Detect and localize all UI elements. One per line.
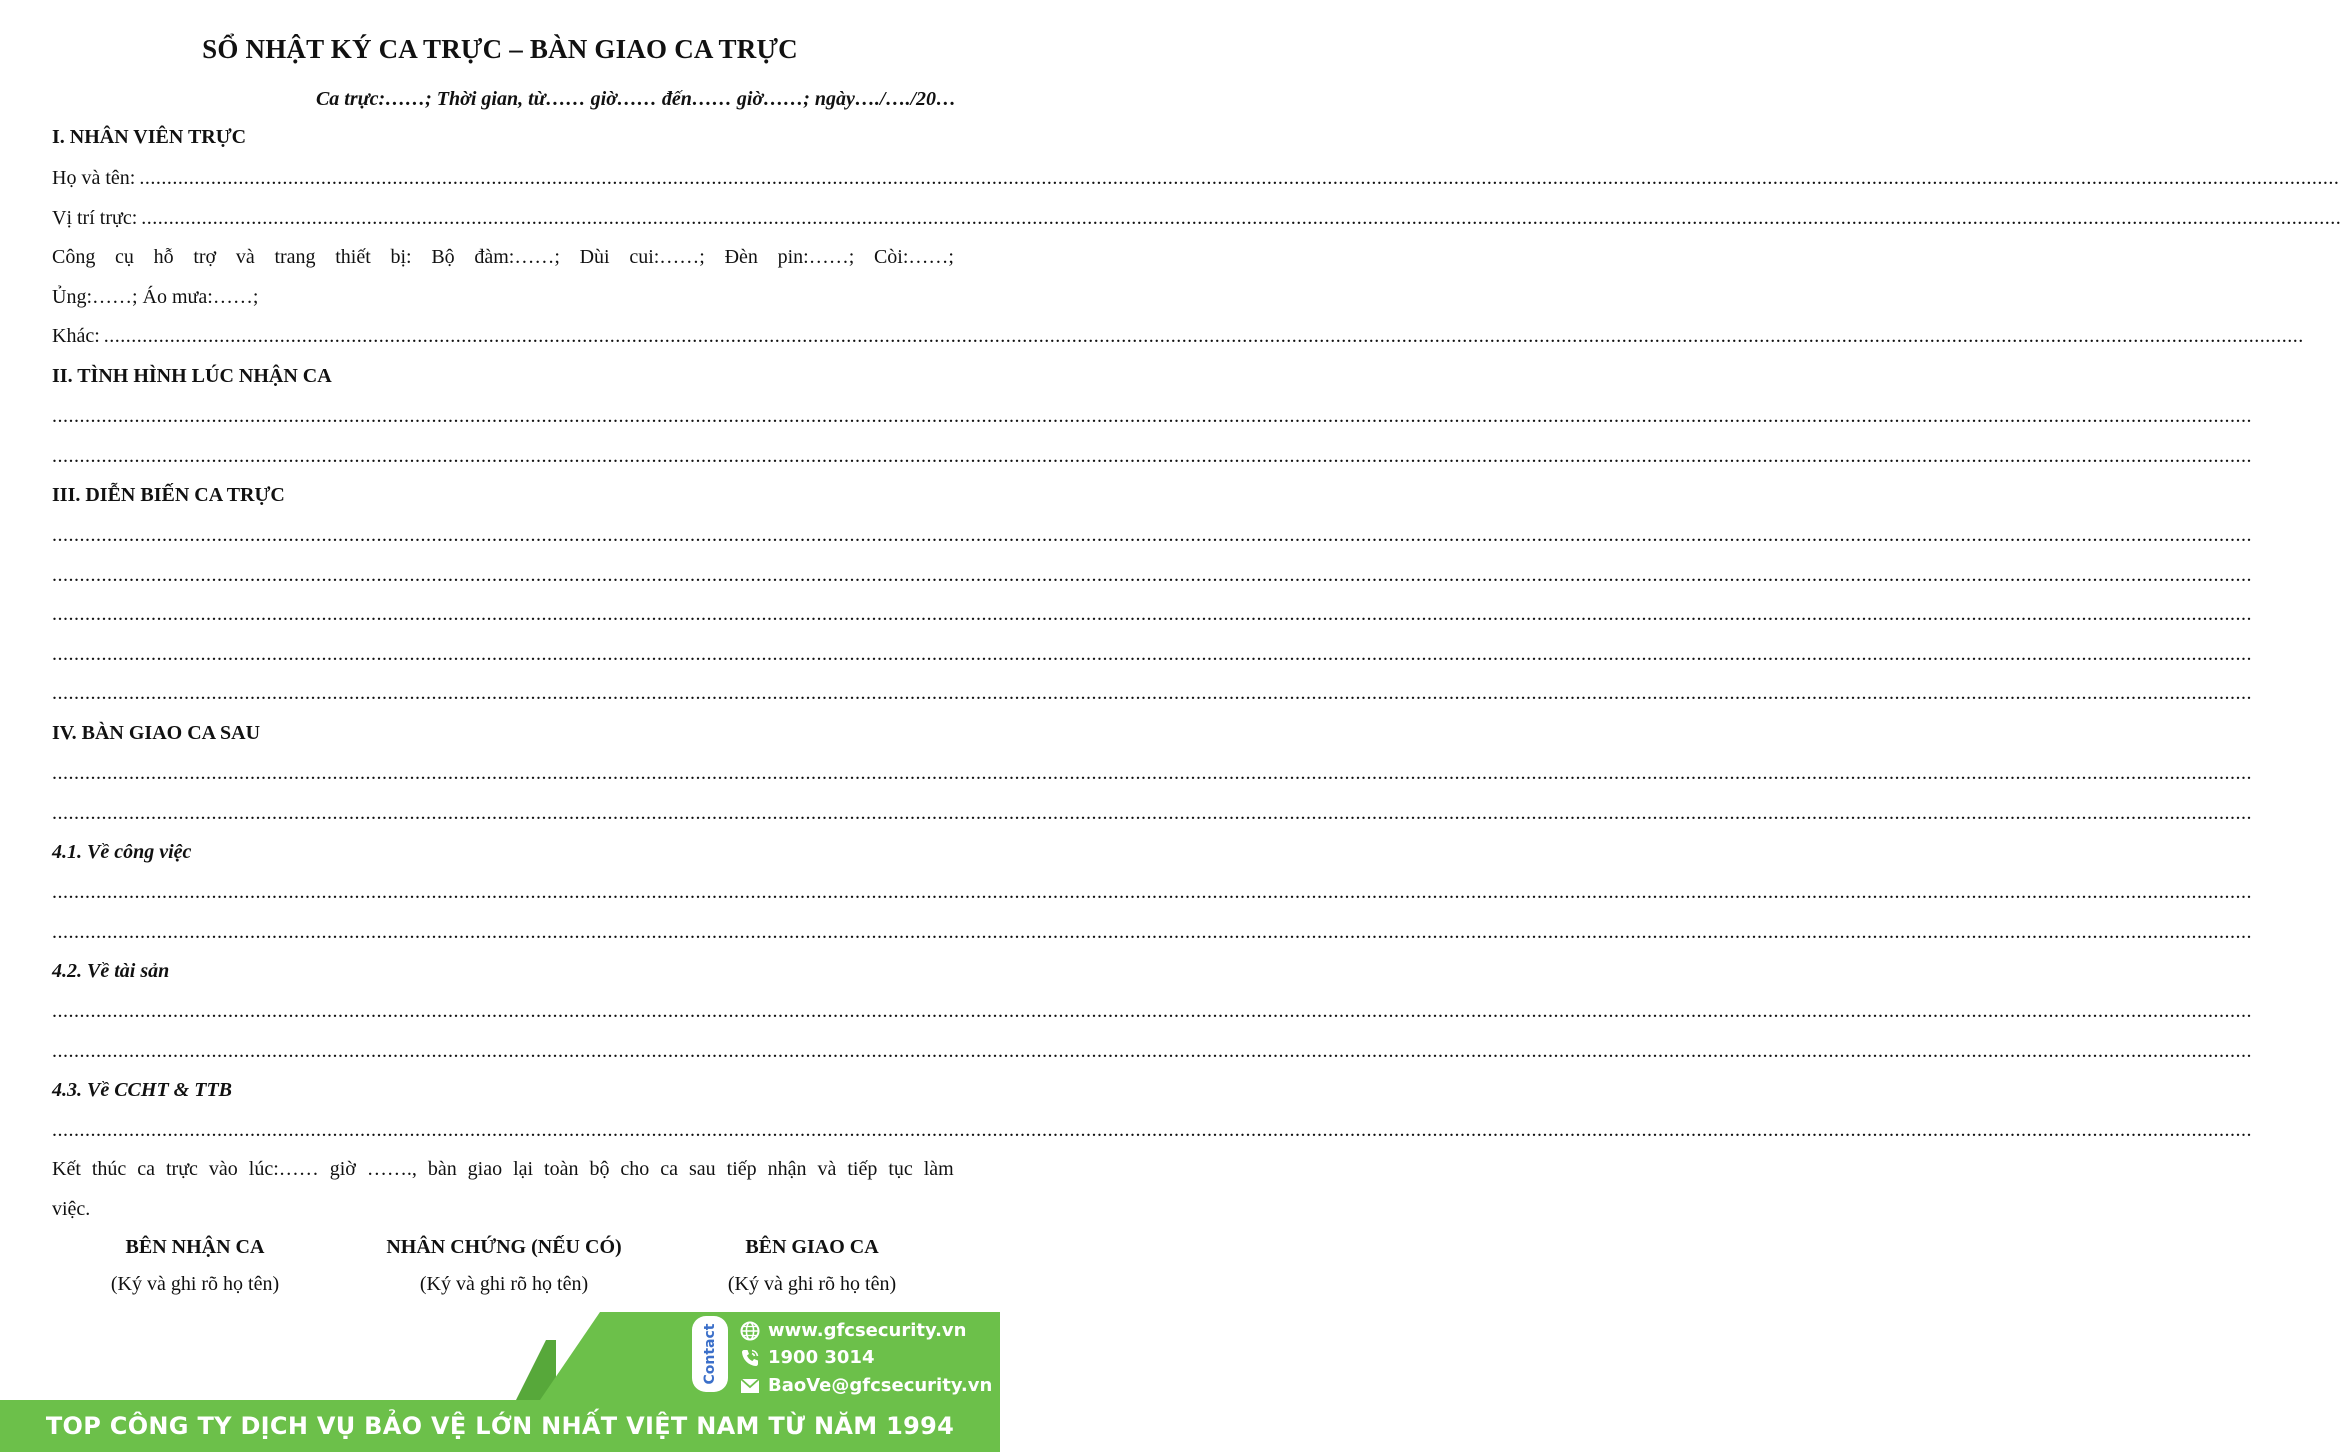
signature-role: NHÂN CHỨNG (NẾU CÓ)	[386, 1236, 622, 1258]
phone-icon	[740, 1348, 760, 1368]
dotted-line[interactable]: ................................................................................................................................................................................................................................................................................................................................................................................................................	[52, 802, 2252, 824]
word: pin:……;	[777, 246, 855, 268]
dotted-line[interactable]: ................................................................................................................................................................................................................................................................................................................................................................................................................	[52, 682, 2252, 704]
dotted-line[interactable]: ................................................................................................................................................................................................................................................................................................................................................................................................................	[52, 921, 2252, 943]
subsection-4-1-heading: 4.1. Về công việc	[52, 841, 192, 863]
word: làm	[923, 1158, 954, 1180]
word: sau	[689, 1158, 716, 1180]
word: tiếp	[847, 1158, 878, 1180]
dotted-line[interactable]: ................................................................................................................................................................................................................................................................................................................................................................................................................	[52, 1000, 2252, 1022]
dotted-line[interactable]: ................................................................................................................................................................................................................................................................................................................................................................................................................	[52, 405, 2252, 427]
word: và	[817, 1158, 837, 1180]
word: nhận	[767, 1158, 807, 1180]
signature-note: (Ký và ghi rõ họ tên)	[110, 1273, 280, 1295]
signature-handover	[662, 1236, 962, 1296]
word: Bộ	[431, 246, 455, 268]
word: bị:	[390, 246, 412, 268]
envelope-icon	[740, 1378, 760, 1394]
globe-icon	[740, 1321, 760, 1341]
position-label: Vị trí trực:	[52, 207, 138, 229]
contact-label: Contact	[702, 1323, 718, 1385]
section-4-heading: IV. BÀN GIAO CA SAU	[52, 722, 261, 744]
signature-receiver	[45, 1236, 345, 1296]
contact-badge	[692, 1316, 728, 1392]
equipment-line	[52, 244, 954, 270]
email-contact[interactable]	[740, 1375, 992, 1396]
dotted-line[interactable]: ................................................................................................................................................................................................................................................................................................................................................................................................................	[52, 643, 2252, 665]
dotted-line[interactable]: ................................................................................................................................................................................................................................................................................................................................................................................................................	[52, 881, 2252, 903]
website-text: www.gfcsecurity.vn	[768, 1320, 967, 1341]
subsection-4-3-heading: 4.3. Về CCHT & TTB	[52, 1079, 232, 1101]
word: ca	[660, 1158, 679, 1180]
word: Còi:……;	[873, 246, 954, 268]
word: giao	[467, 1158, 503, 1180]
dotted-line[interactable]: ................................................................................................................................................................................................................................................................................................................................................................................................................	[52, 524, 2252, 546]
dotted-line[interactable]: ................................................................................................................................................................................................................................................................................................................................................................................................................	[52, 445, 2252, 467]
dotted-line[interactable]: ................................................................................................................................................................................................................................................................................................................................................................................................................	[52, 603, 2252, 625]
word: cui:……;	[629, 246, 705, 268]
word: bộ	[589, 1158, 610, 1180]
word: bàn	[427, 1158, 457, 1180]
word: lại	[513, 1158, 534, 1180]
word: …….,	[366, 1158, 417, 1180]
other-field[interactable]	[52, 323, 2304, 349]
word: thúc	[91, 1158, 127, 1180]
word: toàn	[544, 1158, 579, 1180]
email-text: BaoVe@gfcsecurity.vn	[768, 1375, 993, 1396]
dotted-line[interactable]: ................................................................................................................................................................................................................................................................................................................................................................................................................	[52, 564, 2252, 586]
signature-note: (Ký và ghi rõ họ tên)	[419, 1273, 589, 1295]
phone-contact[interactable]	[740, 1347, 874, 1368]
word: và	[235, 246, 255, 268]
position-field[interactable]	[52, 205, 2341, 231]
dotted-line[interactable]: ................................................................................................................................................................................................................................................................................................................................................................................................................	[52, 1119, 2252, 1141]
word: Dùi	[579, 246, 610, 268]
section-2-heading: II. TÌNH HÌNH LÚC NHẬN CA	[52, 365, 332, 387]
word: ca	[137, 1158, 156, 1180]
section-3-heading: III. DIỄN BIẾN CA TRỰC	[52, 484, 285, 506]
phone-text: 1900 3014	[768, 1347, 875, 1368]
shift-info-line: Ca trực:……; Thời gian, từ…… giờ…… đến…… giờ……; ngày…./…./20…	[315, 88, 956, 110]
name-field[interactable]	[52, 165, 2340, 191]
closing-statement	[52, 1156, 954, 1182]
word: trang	[274, 246, 316, 268]
word: cụ	[115, 246, 134, 268]
footer-slogan: TOP CÔNG TY DỊCH VỤ BẢO VỆ LỚN NHẤT VIỆT NAM TỪ NĂM 1994	[45, 1412, 955, 1440]
word: thiết	[335, 246, 371, 268]
website-contact[interactable]	[740, 1320, 966, 1341]
dotted-fill: ................................................................................................................................................................................................................................................................................................................................................................................................................	[141, 207, 2341, 229]
other-label: Khác:	[52, 325, 100, 347]
equipment-line-2: Ủng:……; Áo mưa:……;	[52, 286, 259, 308]
word: trợ	[193, 246, 217, 268]
word: lúc:……	[248, 1158, 319, 1180]
closing-statement-end: việc.	[52, 1198, 91, 1220]
word: tiếp	[726, 1158, 757, 1180]
word: tục	[888, 1158, 913, 1180]
dotted-fill: ................................................................................................................................................................................................................................................................................................................................................................................................................	[103, 325, 2304, 347]
signature-witness	[354, 1236, 654, 1296]
section-1-heading: I. NHÂN VIÊN TRỰC	[52, 126, 247, 148]
word: hỗ	[153, 246, 174, 268]
signature-role: BÊN GIAO CA	[745, 1236, 879, 1258]
dotted-fill: ................................................................................................................................................................................................................................................................................................................................................................................................................	[139, 167, 2340, 189]
word: đàm:……;	[474, 246, 560, 268]
word: cho	[620, 1158, 650, 1180]
word: Kết	[52, 1158, 81, 1180]
word: Công	[52, 246, 96, 268]
document-title: SỔ NHẬT KÝ CA TRỰC – BÀN GIAO CA TRỰC	[202, 34, 798, 64]
word: Đèn	[724, 246, 758, 268]
signature-role: BÊN NHẬN CA	[125, 1236, 265, 1258]
name-label: Họ và tên:	[52, 167, 136, 189]
word: trực	[166, 1158, 198, 1180]
subsection-4-2-heading: 4.2. Về tài sản	[52, 960, 170, 982]
signature-note: (Ký và ghi rõ họ tên)	[727, 1273, 897, 1295]
dotted-line[interactable]: ................................................................................................................................................................................................................................................................................................................................................................................................................	[52, 1040, 2252, 1062]
word: vào	[208, 1158, 238, 1180]
dotted-line[interactable]: ................................................................................................................................................................................................................................................................................................................................................................................................................	[52, 762, 2252, 784]
word: giờ	[329, 1158, 356, 1180]
